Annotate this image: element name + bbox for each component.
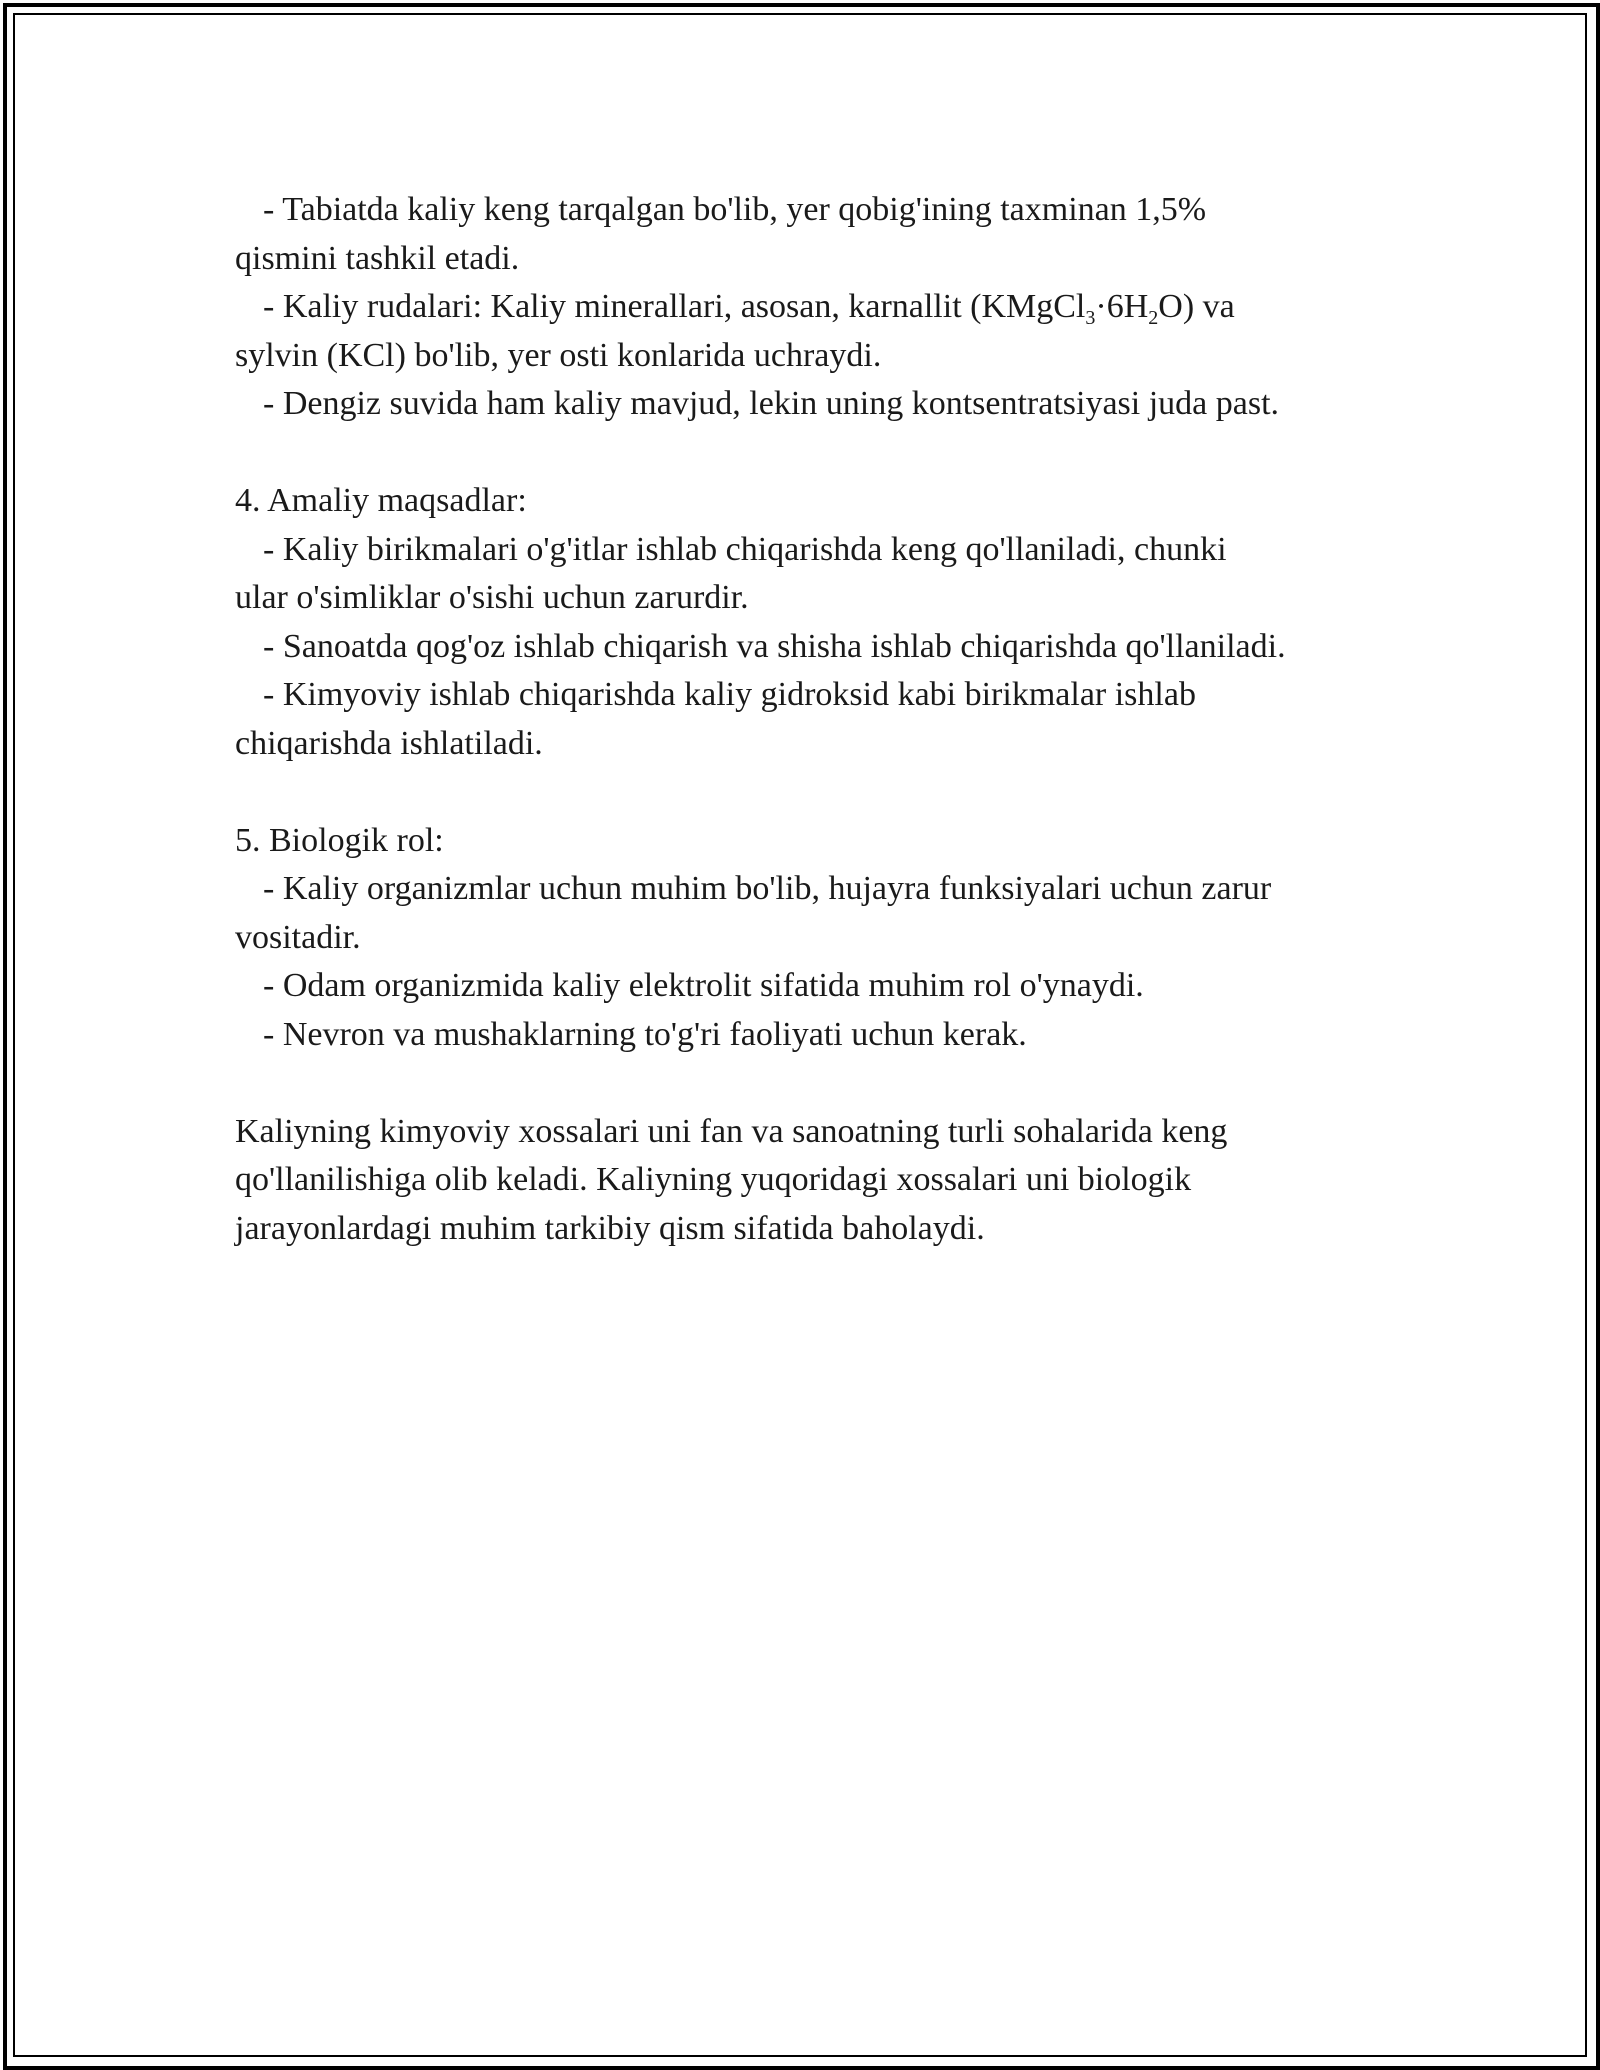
- bullet-fertilizers-cont: ular o'simliklar o'sishi uchun zarurdir.: [235, 579, 749, 616]
- paragraph-gap: [235, 429, 1385, 478]
- bullet-fertilizers: - Kaliy birikmalari o'g'itlar ishlab chiqarishda keng qo'llaniladi, chunki: [263, 530, 1227, 568]
- bullet-electrolyte: - Odam organizmida kaliy elektrolit sifatida muhim rol o'ynaydi.: [263, 967, 1144, 1004]
- conclusion-line-1: Kaliyning kimyoviy xossalari uni fan va sanoatning turli sohalarida keng: [235, 1112, 1228, 1150]
- ore-text-a: - Kaliy rudalari: Kaliy minerallari, asosan, karnallit (KMgCl: [263, 288, 1086, 325]
- bullet-organisms: - Kaliy organizmlar uchun muhim bo'lib, hujayra funksiyalari uchun zarur: [263, 870, 1272, 907]
- bullet-potassium-ores: [235, 283, 1385, 332]
- ore-text-b: ·6H: [1095, 288, 1149, 325]
- ore-text-c: O) va: [1158, 288, 1235, 325]
- bullet-organisms-cont: vositadir.: [235, 918, 361, 956]
- bullet-seawater: - Dengiz suvida ham kaliy mavjud, lekin uning kontsentratsiyasi juda past.: [263, 385, 1280, 422]
- bullet-chemical-production: - Kimyoviy ishlab chiqarishda kaliy gidroksid kabi birikmalar ishlab: [263, 676, 1196, 713]
- bullet-industry: - Sanoatda qog'oz ishlab chiqarish va shisha ishlab chiqarishda qo'llaniladi.: [263, 627, 1286, 665]
- paragraph-gap: [235, 1059, 1385, 1108]
- section-5-heading: 5. Biologik rol:: [235, 821, 444, 859]
- bullet-neurons-muscles: - Nevron va mushaklarning to'g'ri faoliyati uchun kerak.: [263, 1015, 1027, 1053]
- conclusion-line-3: jarayonlardagi muhim tarkibiy qism sifatida baholaydi.: [235, 1209, 985, 1247]
- section-4-heading: 4. Amaliy maqsadlar:: [235, 482, 527, 519]
- bullet-natural-abundance: - Tabiatda kaliy keng tarqalgan bo'lib, yer qobig'ining taxminan 1,5%: [263, 191, 1207, 228]
- paragraph-gap: [235, 768, 1385, 817]
- bullet-chemical-production-cont: chiqarishda ishlatiladi.: [235, 724, 543, 762]
- conclusion-line-2: qo'llanilishiga olib keladi. Kaliyning yuqoridagi xossalari uni biologik: [235, 1161, 1192, 1198]
- subscript-3: 3: [1085, 307, 1096, 329]
- bullet-potassium-ores-cont: sylvin (KCl) bo'lib, yer osti konlarida uchraydi.: [235, 336, 882, 374]
- subscript-2: 2: [1148, 307, 1159, 329]
- bullet-natural-abundance-cont: qismini tashkil etadi.: [235, 239, 520, 277]
- document-body: [235, 186, 1385, 1253]
